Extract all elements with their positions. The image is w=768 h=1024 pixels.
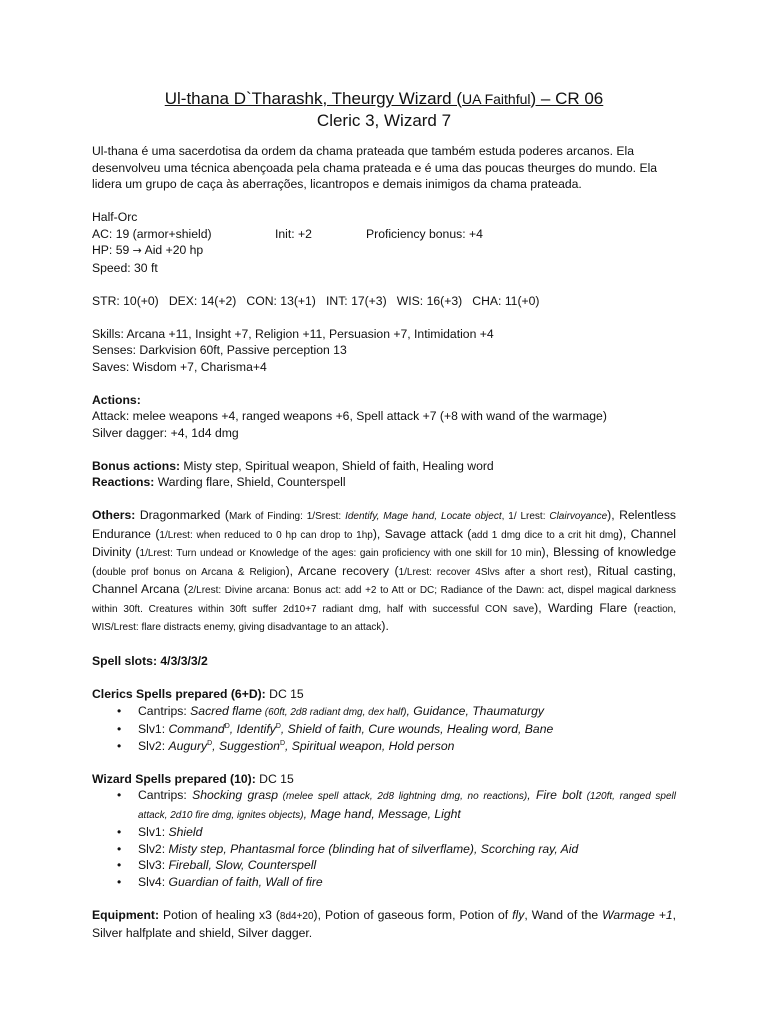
hp-line: HP: 59 → Aid +20 hp xyxy=(92,243,204,257)
speed-line: Speed: 30 ft xyxy=(92,260,158,275)
equipment-paragraph: Equipment: Potion of healing x3 (8d4+20), Potion of gaseous form, Potion of fly, Wand of the Warmage +1, Silver halfplate and shield, Silver dagger. xyxy=(92,907,676,940)
page-subtitle: Cleric 3, Wizard 7 xyxy=(316,111,452,130)
senses-line: Senses: Darkvision 60ft, Passive perception 13 xyxy=(92,343,347,357)
race-line: Half-Orc xyxy=(92,210,138,224)
list-item: • Slv2: Augury$^D$, Suggestion$^D$, Spiritual weapon, Hold person xyxy=(138,738,676,755)
cleric-spells-heading: Clerics Spells prepared (6+D): DC 15 xyxy=(92,687,304,701)
intro-paragraph: Ul-thana é uma sacerdotisa da ordem da chama prateada que também estuda poderes arcanos. Ela desenvolveu uma técnica abençoada pela chama prateada e é uma das poucas theurges do mundo. Ela lidera um grupo de caça às aberrações, licantropos e demais inimigos da chama prateada. xyxy=(92,144,658,191)
spell-slots-line: Spell slots: 4/3/3/3/2 xyxy=(92,654,208,668)
attack-line: Attack: melee weapons +4, ranged weapons +6, Spell attack +7 (+8 with wand of the warmage) xyxy=(92,409,607,423)
document-page xyxy=(92,88,676,942)
cleric-spell-list xyxy=(92,703,676,755)
saves-line: Saves: Wisdom +7, Charisma+4 xyxy=(92,359,267,374)
ac-row xyxy=(92,226,676,243)
reactions-line: Reactions: Warding flare, Shield, Counterspell xyxy=(92,475,346,489)
bonus-actions-line: Bonus actions: Misty step, Spiritual weapon, Shield of faith, Healing word xyxy=(92,458,494,473)
dagger-line: Silver dagger: +4, 1d4 dmg xyxy=(92,425,239,440)
wizard-spells-heading: Wizard Spells prepared (10): DC 15 xyxy=(92,771,294,786)
list-item: • Cantrips: Sacred flame (60ft, 2d8 radiant dmg, dex half), Guidance, Thaumaturgy xyxy=(138,703,676,722)
actions-heading: Actions: xyxy=(92,392,141,407)
skills-line: Skills: Arcana +11, Insight +7, Religion +11, Persuasion +7, Intimidation +4 xyxy=(92,326,494,341)
wizard-spell-list xyxy=(92,787,676,890)
proficiency-value: Proficiency bonus: +4 xyxy=(366,226,483,241)
list-item: • Slv3: Fireball, Slow, Counterspell xyxy=(138,857,676,874)
others-paragraph: Others: Dragonmarked (Mark of Finding: 1/Srest: Identify, Mage hand, Locate object, 1/ Lrest: Clairvoyance), Relentless Endurance (1/Lrest: when reduced to 0 hp can drop to 1hp), Savage attack (add 1 dmg dice to a crit hit dmg), Channel Divinity (1/Lrest: Turn undead or Knowledge of the ages: gain proficiency with one skill for 10 min), Blessing of knowledge (double prof bonus on Arcana & Religion), Arcane recovery (1/Lrest: recover 4Slvs after a short rest), Ritual casting, Channel Arcana (2/Lrest: Divine arcana: Bonus act: add +2 to Att or DC; Radiance of the Dawn: act, dispel magical darkness within 30ft. Creatures within 30ft suffer 2d10+7 radiant dmg, half with successful CON save), Warding Flare (reaction, WIS/Lrest: flare distracts enemy, giving disadvantage to an attack). xyxy=(92,508,677,633)
list-item: • Cantrips: Shocking grasp (melee spell attack, 2d8 lightning dmg, no reactions), Fire bolt (120ft, ranged spell attack, 2d10 fire dmg, ignites objects), Mage hand, Message, Light xyxy=(138,787,676,824)
right-arrow-icon: → xyxy=(132,244,142,257)
abilities-line: STR: 10(+0) DEX: 14(+2) CON: 13(+1) INT: 17(+3) WIS: 16(+3) CHA: 11(+0) xyxy=(92,293,540,308)
list-item: • Slv2: Misty step, Phantasmal force (blinding hat of silverflame), Scorching ray, Aid xyxy=(138,841,676,858)
page-title: Ul-thana D`Tharashk, Theurgy Wizard (UA Faithful) – CR 06 xyxy=(164,89,604,108)
list-item: • Slv1: Shield xyxy=(138,824,676,841)
ac-value: AC: 19 (armor+shield) xyxy=(92,226,212,241)
init-value: Init: +2 xyxy=(275,226,312,241)
list-item: • Slv4: Guardian of faith, Wall of fire xyxy=(138,874,676,891)
list-item: • Slv1: Command$^D$, Identify$^D$, Shield of faith, Cure wounds, Healing word, Bane xyxy=(138,721,676,738)
